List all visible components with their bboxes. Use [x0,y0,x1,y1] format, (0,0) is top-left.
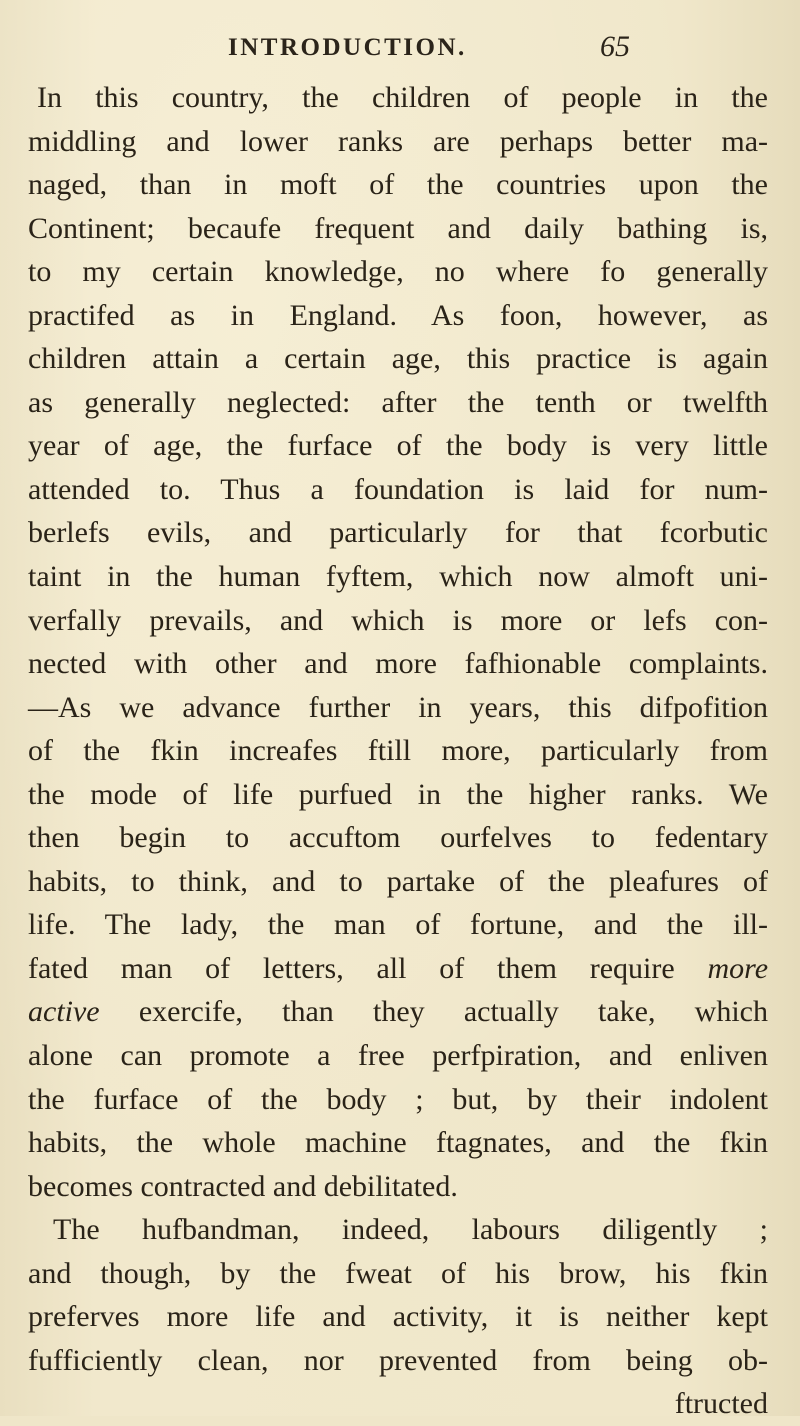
italic-text: active [28,995,100,1029]
text-line: habits, the whole machine ftagnates, and the fkin [28,1126,768,1160]
text-line: In this country, the children of people in the [37,81,768,114]
italic-text: more [707,951,769,985]
text-line [28,990,768,1034]
text-line: attended to. Thus a foundation is laid for num- [28,472,768,506]
page-header [0,28,800,68]
text-line: fufficiently clean, nor prevented from being ob- [28,1343,768,1377]
text-line: —As we advance further in years, this difpofition [28,690,768,724]
text-segment: exercife, than they actually take, which [138,995,768,1029]
text-line: year of age, the furface of the body is very little [28,429,768,463]
body-text [28,76,768,1426]
text-line: becomes contracted and debilitated. [28,1169,458,1203]
text-line: verfally prevails, and which is more or lefs con- [28,603,768,637]
text-line: the mode of life purfued in the higher ranks. We [28,777,768,811]
text-line: taint in the human fyftem, which now almoft uni- [28,560,768,594]
text-line: naged, than in moft of the countries upon the [28,168,768,202]
text-line: children attain a certain age, this practice is again [28,342,768,376]
text-line: and though, by the fweat of his brow, his fkin [28,1256,768,1290]
text-line: the furface of the body ; but, by their indolent [28,1082,768,1116]
text-line: habits, to think, and to partake of the pleafures of [28,864,768,898]
text-line: nected with other and more fafhionable complaints. [28,647,768,681]
text-line: middling and lower ranks are perhaps better ma- [28,124,768,158]
text-line: life. The lady, the man of fortune, and the ill- [28,908,768,942]
text-line: preferves more life and activity, it is neither kept [28,1300,768,1334]
text-line: alone can promote a free perfpiration, and enliven [28,1039,768,1073]
text-line: Continent; becaufe frequent and daily bathing is, [28,211,768,245]
text-line: as generally neglected: after the tenth or twelfth [28,385,768,419]
catchword: ftructed [674,1387,768,1421]
text-line: practifed as in England. As foon, however, as [28,298,768,332]
text-segment: fated man of letters, all of them require [28,951,675,985]
page-number: 65 [600,30,630,63]
text-line: The hufbandman, indeed, labours diligently ; [53,1213,768,1247]
running-head: INTRODUCTION. [228,34,467,61]
text-line: then begin to accuftom ourfelves to fedentary [28,821,768,855]
text-line [28,947,768,991]
text-line: to my certain knowledge, no where fo generally [28,255,768,289]
text-line: berlefs evils, and particularly for that fcorbutic [28,516,768,550]
text-line: of the fkin increafes ftill more, particularly from [28,734,768,768]
